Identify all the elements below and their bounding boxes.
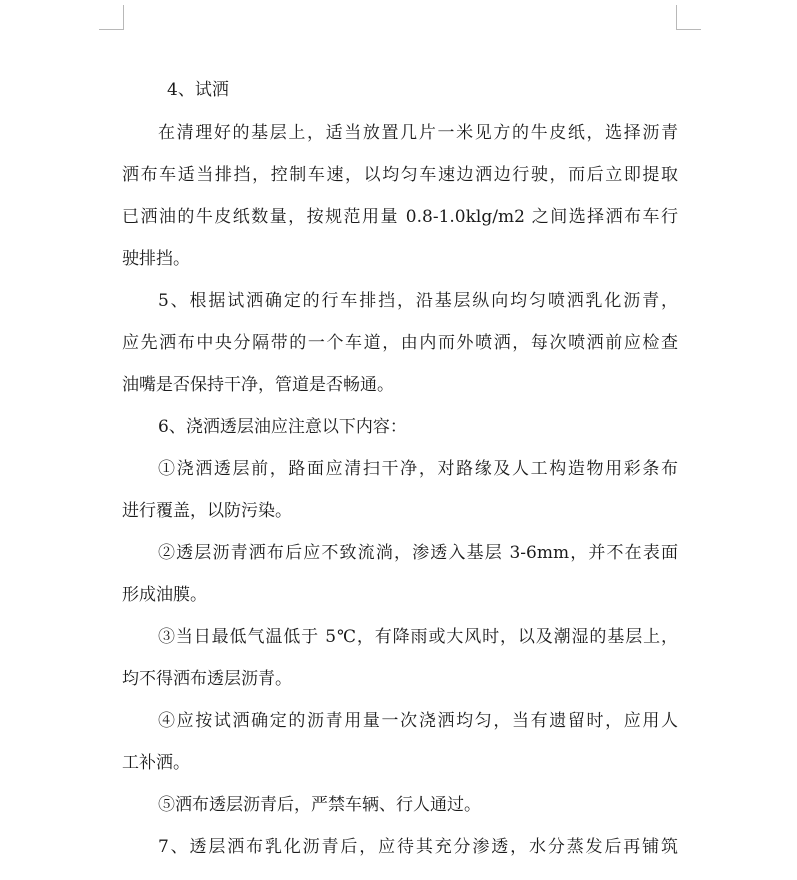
list-item-line: 均不得洒布透层沥青。	[122, 669, 292, 689]
section-heading-4: 4、试洒	[167, 80, 229, 100]
paragraph-line: 驶排挡。	[122, 249, 190, 269]
list-item-line: ⑤洒布透层沥青后，严禁车辆、行人通过。	[158, 795, 481, 815]
paragraph-line: 7、透层洒布乳化沥青后，应待其充分渗透，水分蒸发后再铺筑	[158, 837, 678, 857]
section-heading-6: 6、浇洒透层油应注意以下内容：	[158, 417, 407, 437]
paragraph-line: 油嘴是否保持干净，管道是否畅通。	[122, 375, 394, 395]
page-corner-mark-top-right	[676, 5, 701, 30]
paragraph-line: 在清理好的基层上，适当放置几片一米见方的牛皮纸，选择沥青	[158, 123, 678, 143]
list-item-line: ①浇洒透层前，路面应清扫干净，对路缘及人工构造物用彩条布	[158, 459, 678, 479]
list-item-line: ②透层沥青洒布后应不致流淌，渗透入基层 3-6mm，并不在表面	[158, 543, 678, 563]
list-item-line: ③当日最低气温低于 5℃，有降雨或大风时，以及潮湿的基层上，	[158, 627, 678, 647]
page-corner-mark-top-left	[99, 5, 124, 30]
paragraph-line: 洒布车适当排挡，控制车速，以均匀车速边洒边行驶，而后立即提取	[122, 165, 678, 185]
paragraph-line: 应先洒布中央分隔带的一个车道，由内而外喷洒，每次喷洒前应检查	[122, 333, 678, 353]
paragraph-line: 已洒油的牛皮纸数量，按规范用量 0.8-1.0klg/m2 之间选择洒布车行	[122, 207, 678, 227]
list-item-line: 工补洒。	[122, 753, 190, 773]
paragraph-line: 5、根据试洒确定的行车排挡，沿基层纵向均匀喷洒乳化沥青，	[158, 291, 678, 311]
list-item-line: 进行覆盖，以防污染。	[122, 501, 292, 521]
list-item-line: 形成油膜。	[122, 585, 207, 605]
list-item-line: ④应按试洒确定的沥青用量一次浇洒均匀，当有遗留时，应用人	[158, 711, 678, 731]
